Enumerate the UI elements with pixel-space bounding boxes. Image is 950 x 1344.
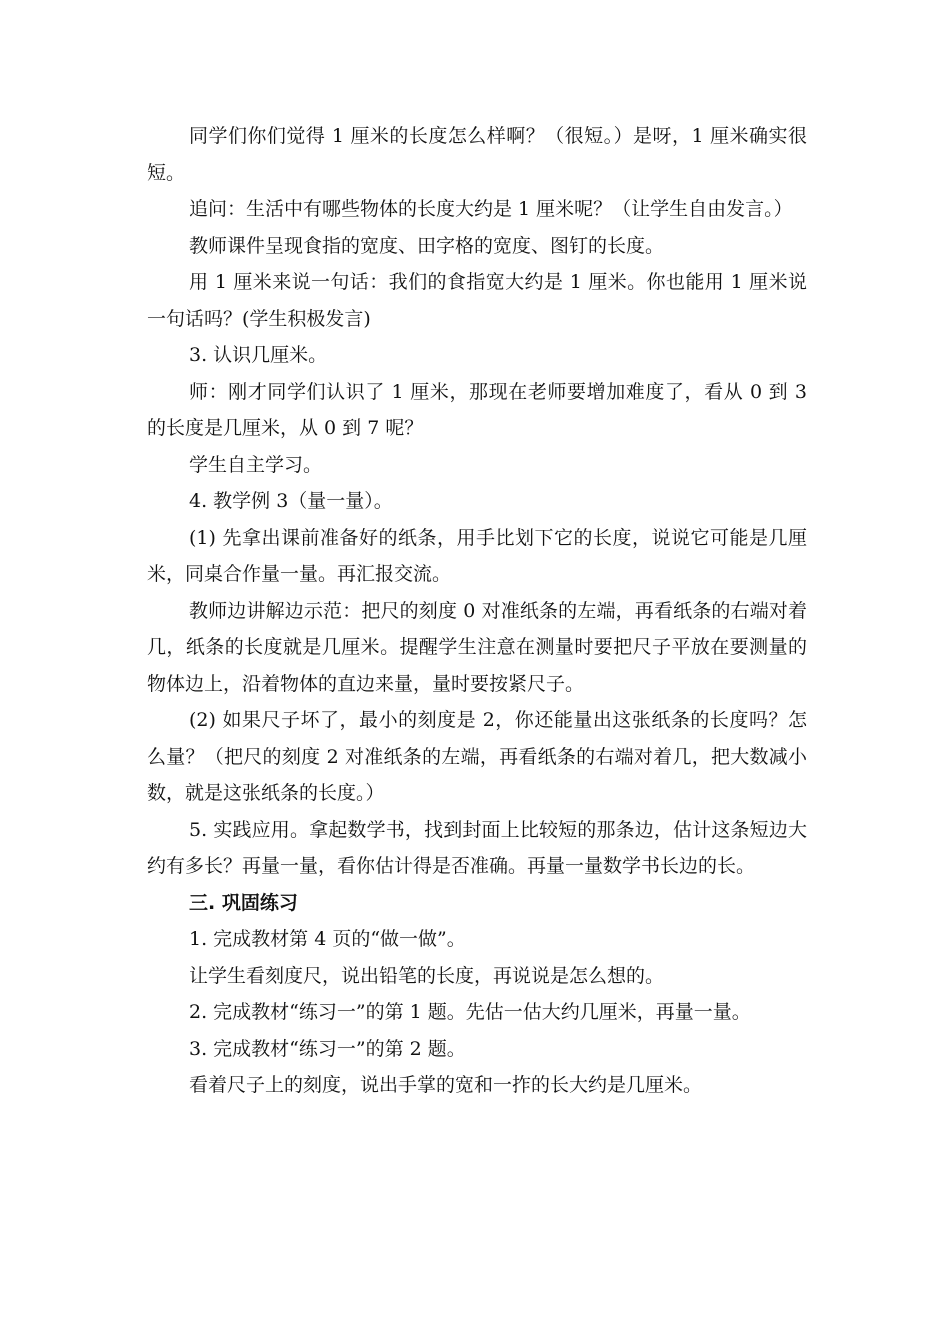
paragraph-follow-up-question: 追问：生活中有哪些物体的长度大约是 1 厘米呢？（让学生自由发言。） [189,198,793,220]
paragraph-step-5: 5. 实践应用。拿起数学书，找到封面上比较短的那条边，估计这条短边大约有多长？再量一量，看你估计得是否准确。再量一量数学书长边的长。 [147,818,807,877]
paragraph-self-study: 学生自主学习。 [189,453,323,476]
paragraph-exercise-3: 3. 完成教材“练习一”的第 2 题。 [189,1037,466,1060]
paragraph-1cm-short: 同学们你们觉得 1 厘米的长度怎么样啊？（很短。）是呀，1 厘米确实很短。 [147,125,807,184]
paragraph-item-1: (1) 先拿出课前准备好的纸条，用手比划下它的长度，说说它可能是几厘米，同桌合作量一量。再汇报交流。 [147,526,807,585]
section-heading-practice: 三. 巩固练习 [189,891,298,914]
paragraph-exercise-1: 1. 完成教材第 4 页的“做一做”。 [189,928,466,950]
paragraph-sentence-1cm: 用 1 厘米来说一句话：我们的食指宽大约是 1 厘米。你也能用 1 厘米说一句话吗？(学生积极发言) [147,271,807,330]
paragraph-step-4: 4. 教学例 3（量一量）。 [189,490,393,512]
paragraph-courseware: 教师课件呈现食指的宽度、田字格的宽度、图钉的长度。 [189,234,665,257]
document-body [147,118,807,1104]
paragraph-exercise-2: 2. 完成教材“练习一”的第 1 题。先估一估大约几厘米，再量一量。 [189,1001,751,1023]
paragraph-ruler-pencil: 让学生看刻度尺，说出铅笔的长度，再说说是怎么想的。 [189,964,665,987]
paragraph-teacher-several-cm: 师：刚才同学们认识了 1 厘米，那现在老师要增加难度了，看从 0 到 3 的长度是几厘米，从 0 到 7 呢？ [147,380,807,439]
paragraph-step-3: 3. 认识几厘米。 [189,344,328,366]
paragraph-hand-measure: 看着尺子上的刻度，说出手掌的宽和一拃的长大约是几厘米。 [189,1074,703,1096]
paragraph-teacher-demo: 教师边讲解边示范：把尺的刻度 0 对准纸条的左端，再看纸条的右端对着几，纸条的长度就是几厘米。提醒学生注意在测量时要把尺子平放在要测量的物体边上，沿着物体的直边来量，量时要按紧尺子。 [147,599,807,695]
paragraph-item-2: (2) 如果尺子坏了，最小的刻度是 2，你还能量出这张纸条的长度吗？怎么量？（把尺的刻度 2 对准纸条的左端，再看纸条的右端对着几，把大数减小数，就是这张纸条的长度。） [147,709,807,804]
